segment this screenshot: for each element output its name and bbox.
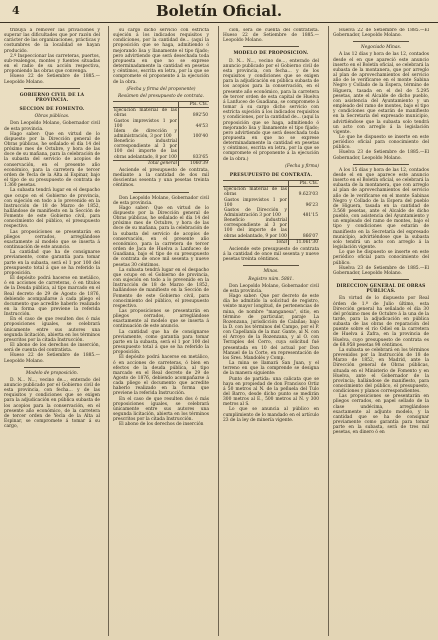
table-row: Gastos de Dirección y Administración 3 por 100 481'15 <box>224 207 318 218</box>
signature-line: Huelva 22 de Setiembre de 1885.—El Gobernador, Leopoldo Molano. <box>333 28 429 39</box>
column-rule <box>218 26 219 636</box>
paragraph: Hago saber: Que en virtud de lo dispuesto por la Dirección general de Obras públicas, he señalado el día 14 del próximo mes de Octubre, y hora de las doce de su mañana, para la celebración de la subasta del servicio de acopios de conservación, en el presente año económico, para la carretera de tercer orden de Yecla de la Alta al Espinar, bajo el tipo de su presupuesto de contrata de 1.360 pesetas. <box>4 131 100 189</box>
paragraph: El depósito podrá hacerse en metálico, ó en acciones de carreteras, ó en títulos de la Deuda pública, al tipo marcado en el Real decreto de 29 de Agosto de 1876, debiendo acompañarse á cada pliego el documento que acredite haberlo realizado en la forma que previene la referida Instrucción. <box>4 276 100 318</box>
paragraph: La cantidad que ha de consignarse previamente, como garantía para tomar parte en la subasta, será el 1 por 100 del presupuesto total á que se ha referido la proposición. <box>4 250 100 276</box>
divider <box>243 265 299 266</box>
signature-note: (Fecha y firma del proponente) <box>126 86 196 92</box>
table-row: Beneficio industrial correspondiente al 3 por 100 del importe de las obras adelantado, 9 por 100 866'07 <box>224 218 318 239</box>
column-4 <box>333 28 429 634</box>
paragraph: Hago saber: Que por decreto de este día he admitido la solicitud de registro, veinte mayor longitud, de pertenencias de mina, de nombre "manganesa", sitio, en término de particular, paraje La Rozenzana, jurisdicción de Calañas; bajo la D. con los términos del Campo, por el P. con Capellanía de la mar. Gante, al N. con el Arroyo de la Rozenzana, y al O. con Terraples del Cerro, cuya solicitud fué presentada en 10 del actual por Don Manuel de la Corte, en representación de los Sres. Mandolés y Comp. <box>223 294 319 361</box>
paragraph: Lo que he dispuesto se inserte en este periódico oficial para conocimiento del público. <box>333 250 429 266</box>
signature-line: Hueso 22 de Setiembre de 1885.—Leopoldo Molano. <box>4 74 100 85</box>
paragraph: Lo que he dispuesto se inserte en este periódico oficial para conocimiento del público. <box>333 134 429 151</box>
paragraph: Hago saber: Que en virtud de lo dispuesto por la Dirección general de Obras públicas, he señalado el día 14 del próximo mes de Octubre, y hora de las doce de su mañana, para la celebración de la subasta del servicio de acopios de conservación, en el presente año económico, para la carretera de tercer orden de Jaca de Huelva a Lanfuceo de Guadiana, bajo el tipo de su presupuesto de contrata de once mil sesenta y nueve pesetas 30 céntimos. <box>113 205 209 268</box>
section-subheading: Minas. <box>263 269 279 275</box>
column-rule <box>108 26 109 636</box>
paragraph: 2.º Inspeccionar las carreteras, puertos, sub-realengos, montes y fuentes situadas en el radio de su acción respectiva, proponiendo las obras que convenga. <box>4 53 100 75</box>
table-row: Gastos imprevistos 1 por 100 44'53 <box>114 118 208 129</box>
paragraph: La cantidad que ha de consignarse previamente, como garantía para tomar parte en la subasta, será el 1 por 100 del presupuesto total á que se ha referido la proposición. <box>113 329 209 356</box>
section-subtitle: SECCION DE FOMENTO. <box>19 107 85 113</box>
table-title: Resúmen del presupuesto de contrata. <box>117 93 205 99</box>
divider <box>133 192 189 193</box>
paragraph: su cargo dicho servicio con estricta sujeción á los indicados requisitos y condiciones, por la cantidad de... (aquí la proposición que se haga, admitiendo ó mejorando lisa y llanamente el tipo fijado; pero advirtiendo que será desechada toda propuesta en que no se exprese determinadamente la cantidad en pesetas y céntimos, escrita en letra, por la que se compromete el proponente á la ejecución de la obra. <box>113 28 209 85</box>
signature-line: Huelva 23 de Setiembre de 1885.—El Gobernador, Leopoldo Molano. <box>333 265 429 276</box>
paragraph: El abono de los derechos de inserción, será de cuenta del contratista. <box>4 343 100 354</box>
paragraph: El depósito podrá hacerse en metálico, ó en acciones de carreteras, ó bien en efectos de la deuda pública, al tipo marcado en el Real decreto de 29 de Agosto de 1876, debiendo acompañarse á cada pliego el documento que acredite haberlo realizado en la forma que previene la referida Instrucción. <box>113 355 209 397</box>
divider <box>243 46 299 47</box>
paragraph: Don Leopoldo Molano, Gobernador civil de esta provincia. <box>113 195 209 206</box>
signature-line: Huelva 23 de Setiembre de 1885.—El Gobernador, Leopoldo Molano. <box>333 150 429 161</box>
column-1 <box>4 28 100 634</box>
table-row: Beneficio industrial correspondiente al 3 por 100 del importe de las obras adelantado, 8 por 100 833'65 <box>114 139 208 160</box>
paragraph: Las proposiciones se presentarán en pliegos cerrados, en papel sellado de la clase undécima, arreglándose exactamente al adjunto modelo, y la cantidad que se ha de consignar previamente como garantía para tomar parte en la subasta, será de tres mil pesetas, en dinero ó en <box>333 394 429 436</box>
paragraph: La subasta tendrá lugar en el despacho que ocupo en el Gobierno de provincia, con sujeción en todo a lo prevenido en la Instrucción de 18 de Marzo de 1852, hallándose de manifiesto en la Sección de Fomento de este Gobierno civil, para conocimiento del público, el presupuesto respectivo. <box>113 267 209 309</box>
paragraph: Don Leopoldo Molano, Gobernador civil de esta provincia. <box>4 121 100 132</box>
paragraph: Don Leopoldo Molano, Gobernador civil de esta provincia. <box>223 283 319 294</box>
budget-table <box>113 101 209 166</box>
unit-header: Pts. Cts. <box>289 181 320 187</box>
table-row: Ejecución material de las obras 892'50 <box>114 108 208 119</box>
paragraph: Asciende este presupuesto de contrata á la cantidad de once mil sesenta y nueve pesetas treinta céntimos. <box>223 246 319 263</box>
table-title: PRESUPUESTO DE CONTRATA. <box>229 172 313 178</box>
paragraph: La subasta se celebrará en los términos prevenidos por la Instrucción de 18 de Marzo de 1852, en Madrid, ante la Dirección general de Obras públicas, situada en el Ministerio de Fomento y en Huelva, ante el Gobernador de la provincia; hallándose de manifiesto, para conocimiento del público, el presupuesto, condiciones y planos correspondientes. <box>333 347 429 395</box>
column-3 <box>223 28 319 634</box>
paragraph: En virtud de lo dispuesto por Real órden de 1.º de Julio último, esta Dirección general ha señalado el día 30 del próximo mes de Octubre á la una de la tarde, para la adjudicación en pública subasta de las obras de reparación del puente sobre el río Odiel en la carretera de Huelva á Zafra, en la provincia de Huelva, cuyo presupuesto de contrata es de 68.958 pesetas 98 céntimos. <box>333 296 429 348</box>
divider <box>24 367 80 368</box>
masthead <box>0 0 438 23</box>
paragraph: A las 12 días y hora de las 12, contados desde el en que apareció este anuncio inserto en el Boletín oficial, se celebrará la subasta de la montanera, que por arreglo al plan de aprovechamientos del servicio año de le verificarse en el monte Sabina Negro y Collado de la Espera, término de Higuera, tasada en el del de 5.295 pesetas, ante el Alcalde de dicho pueblo, con asistencia del Ayuntamiento y un empleado del ramo de montes, bajo el tipo y condiciones que estarán de manifiesto en la Secretaría del expresado municipio, advirtiéndose que la subasta solo tendrá un acto con arreglo á la legislación vigente. <box>333 52 429 135</box>
divider <box>24 88 80 89</box>
model-title: Modelo de proposición. <box>25 370 79 376</box>
paragraph: A los 15 días y hora de las 12, contados desde el en que aparece este anuncio inserto en el Boletín oficial, se celebrará la subasta de la montanera, que con arreglo al plan de aprovechamientos del servicio año de le verificarse en el monte Sabinas Negro y Collado de la Espera del pueblo de Higuera, tasada en la cantidad de 3.568 pesetas, ante el Alcalde de dicho pueblo, con asistencia del Ayuntamiento y un empleado del ramo de montes, bajo el tipo y condiciones que estarán de manifiesto en la Secretaría del expresado municipio, advirtiéndose que la subasta solo tendrá un acto con arreglo á la legislación vigente. <box>333 167 429 251</box>
budget-table <box>223 180 319 245</box>
bulletin-title: Boletín Oficial. <box>155 2 283 20</box>
paragraph: D. N... N..., vecino de..., enterado del anuncio publicado por el Gobierno civil de esta provincia, con fecha... y de los requisitos y condiciones que se exigen para la adjudicación en pública subasta de los acopios para la conservación, en el presente año económico, para la carretera de tercer orden de esta capital de Huelva á Lanfuceo de Guadiana, se compromete á tomar á su cargo dicho servicio con estricta sujeción á los indicados requisitos y condiciones, por la cantidad de... (aquí la proposición que se haga, admitiendo ó mejorando lisa y llanamente el tipo fijado; pero advirtiendo que será desechada toda propuesta en que no se exprese determinadamente la cantidad en pesetas y céntimos, escrita en letra, por la que se compromete el proponente á la ejecución de la obra.) <box>223 58 319 162</box>
paragraph: tribuya á remover las privaciones y superar las dificultades que por razón del carácter de las organizaciones, prácticas y costumbres de la localidad se hayan producido. <box>4 28 100 54</box>
paragraph: Las proposiciones se presentarán en pliegos cerrados, arreglándose exactamente al modelo que se inserta á continuación de este anuncio. <box>4 229 100 251</box>
divider <box>353 164 409 165</box>
paragraph: ción, será de cuenta del contratista. Hueso 22 de Setiembre de 1885.—Leopoldo Molano. <box>223 28 319 44</box>
section-title: DIRECCION GENERAL DE OBRAS PÚBLICAS. <box>336 284 426 295</box>
paragraph: La mina se llamará San Juan, y el terreno en que la comprende se designa de la manera siguiente: <box>223 361 319 377</box>
section-subheading: Obras públicas. <box>34 114 70 120</box>
table-total-row: Total general 1060'39 <box>113 160 209 166</box>
section-title: GOBIERNO CIVIL DE LA PROVINCIA. <box>19 92 85 103</box>
paragraph: En el caso de que resulten dos ó más proposiciones iguales, se celebrará únicamente entre sus autores una segunda licitación, abierta en los términos prescritos por la citada Instrucción. <box>4 317 100 343</box>
signature-line: Hueso 22 de Setiembre de 1885.—Leopoldo Molano. <box>4 353 100 364</box>
table-row: Gastos imprevistos 1 por 100 96'23 <box>224 197 318 208</box>
divider <box>353 279 409 280</box>
divider <box>353 41 409 42</box>
paragraph: Asciende el presupuesto de contrata, mediante a la cantidad de dos mil doscientas sesenta y una pesetas treinta céntimos. <box>113 167 209 189</box>
registry-number: Registro núm. 5881. <box>248 276 294 282</box>
table-row: Ejecución material de las obras 9.623'03 <box>224 187 318 198</box>
unit-header: Pts. Cts. <box>179 102 210 108</box>
column-rule <box>328 26 329 636</box>
paragraph: D. N... N..., vecino de..., enterado del anuncio publicado por el Gobierno civil de esta provincia, con fecha... y de las requisitos y condiciones que se exigen para la adjudicación en pública subasta de los acopios para la conservación, en el presente año económico, de la carretera de tercer orden de Yecla de la Alta al Espinar, se compromete á tomar á su cargo, <box>4 377 100 430</box>
paragraph: En el caso de que resulten dos ó más proposiciones iguales, se celebrará únicamente entre sus autores una segunda licitación, abierta en los términos prescritos por la citada Instrucción. <box>113 396 209 423</box>
paragraph: El abono de los derechos de inserción <box>119 422 204 428</box>
table-total-row: Total 11.061'30 <box>223 239 319 245</box>
paragraph: Punto de partida: una calicata que se haya en propiedad de don Francisco Ortiz á 50 metros al N. de la peñuela del Tulo del Barro, desde dicho punto se medirán 300 metros al E., 500 metros al N. y 300 metros al S. <box>223 376 319 408</box>
paragraph: La subasta tendrá lugar en el despacho que ocupo en el Gobierno de provincia, con sujeción en todo a lo prevenido en la Instrucción de 18 de Marzo de 1852, hallándose de manifiesto en la Sección de Fomento de este Gobierno civil, para conocimiento del público, el presupuesto respectivo. <box>4 188 100 230</box>
model-title: MODELO DE PROPOSICION. <box>233 51 309 57</box>
page-number: 4 <box>12 4 20 17</box>
column-2 <box>113 28 209 634</box>
table-row: Idem de dirección y administración, 3 por 100 100'40 <box>114 128 208 139</box>
paragraph: Las proposiciones se presentarán en pliegos cerrados, arreglándose exactamente al modelo que se inserta á continuación de este anuncio. <box>113 308 209 330</box>
signature-note: (Fecha y firma) <box>285 163 319 169</box>
section-subheading: Negociado Minas. <box>360 45 402 51</box>
paragraph: Lo que se anuncia al público en cumplimiento de lo mandado en el artículo 23 de la ley de minería vigente. <box>223 407 319 423</box>
